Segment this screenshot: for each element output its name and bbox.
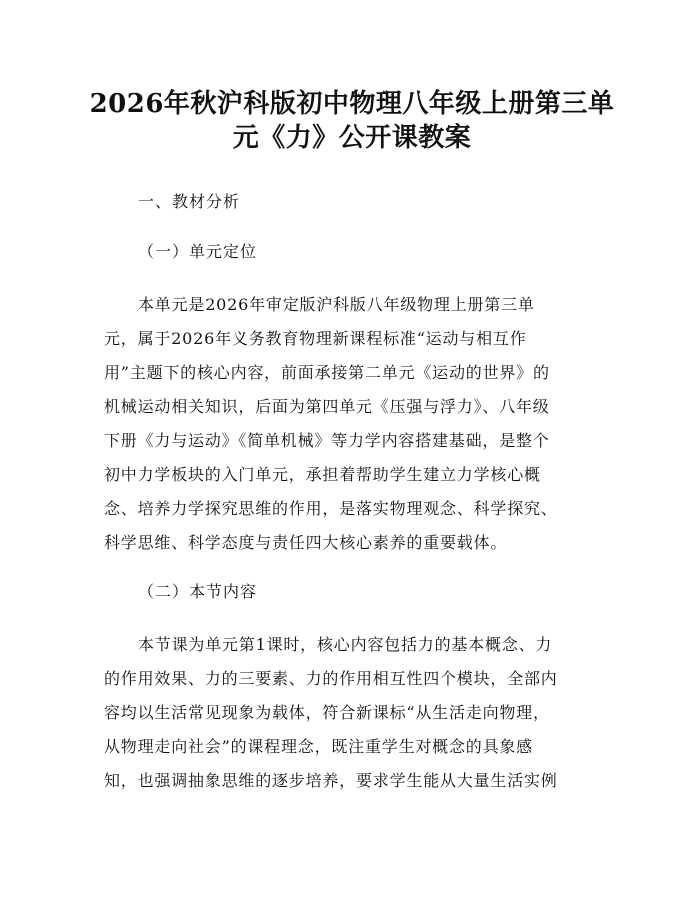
- paragraph-line: 用”主题下的核心内容，前面承接第二单元《运动的世界》的: [104, 363, 550, 382]
- paragraph-line: 知，也强调抽象思维的逐步培养，要求学生能从大量生活实例: [104, 771, 558, 790]
- subsection-heading-lesson-content: （二）本节内容: [138, 582, 258, 601]
- subsection-heading-unit-position: （一）单元定位: [138, 242, 258, 261]
- paragraph-line: 科学思维、科学态度与责任四大核心素养的重要载体。: [104, 533, 508, 552]
- paragraph-line: 从物理走向社会”的课程理念，既注重学生对概念的具象感: [104, 737, 533, 756]
- paragraph-line: 机械运动相关知识，后面为第四单元《压强与浮力》、八年级: [104, 397, 550, 416]
- paragraph-line: 下册《力与运动》《简单机械》等力学内容搭建基础，是整个: [104, 431, 550, 450]
- paragraph-line: 本单元是2026年审定版沪科版八年级物理上册第三单: [138, 295, 535, 314]
- title-line-2: 元《力》公开课教案: [232, 123, 472, 153]
- paragraph-line: 本节课为单元第1课时，核心内容包括力的基本概念、力: [138, 635, 553, 654]
- paragraph-unit-position: [104, 288, 600, 560]
- title-line-1: 2026年秋沪科版初中物理八年级上册第三单: [89, 89, 615, 119]
- section-heading-textbook-analysis: 一、教材分析: [138, 192, 241, 211]
- paragraph-line: 容均以生活常见现象为载体，符合新课标“从生活走向物理，: [104, 703, 550, 722]
- paragraph-lesson-content: [104, 628, 600, 798]
- document-title: [82, 80, 622, 153]
- paragraph-line: 初中力学板块的入门单元，承担着帮助学生建立力学核心概: [104, 465, 541, 484]
- paragraph-line: 的作用效果、力的三要素、力的作用相互性四个模块，全部内: [104, 669, 558, 688]
- paragraph-line: 念、培养力学探究思维的作用，是落实物理观念、科学探究、: [104, 499, 558, 518]
- paragraph-line: 元，属于2026年义务教育物理新课程标准“运动与相互作: [104, 329, 527, 348]
